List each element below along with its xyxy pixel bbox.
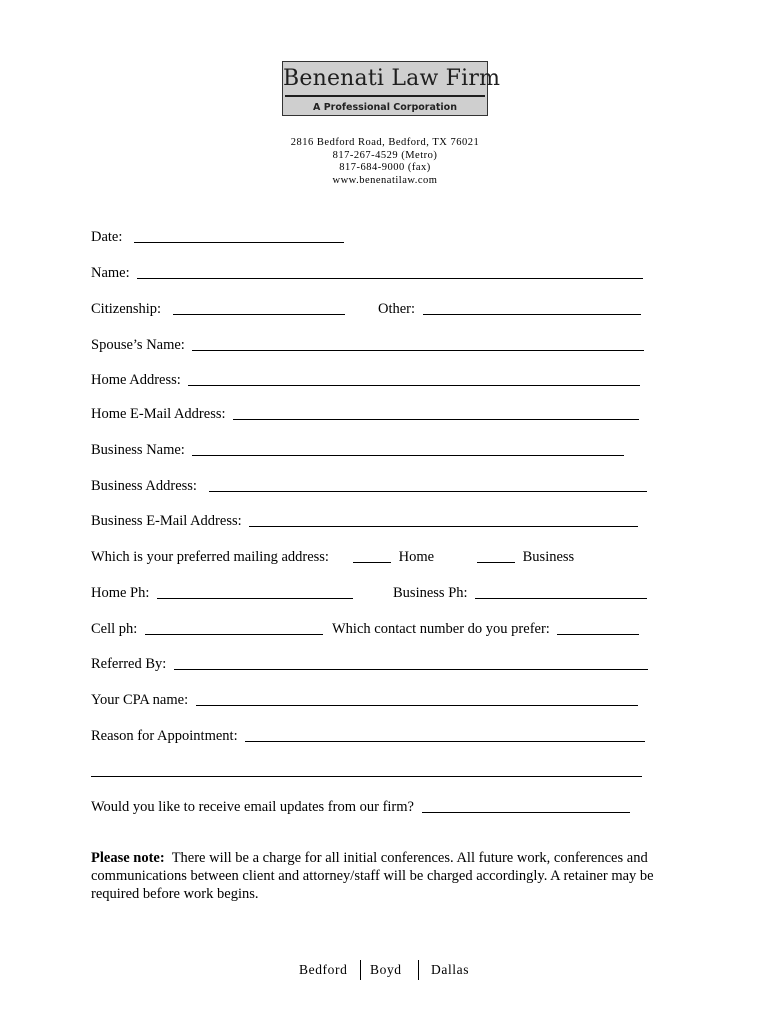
mailing-home-field[interactable] [353,547,391,563]
location-bedford: Bedford [299,962,348,977]
other-field[interactable] [423,299,641,315]
referred-field[interactable] [174,654,648,670]
other-group [378,299,641,319]
name-label: Name: [91,265,130,281]
home-email-field[interactable] [233,404,639,420]
cell-ph-field[interactable] [145,619,323,635]
cell-ph-label: Cell ph: [91,621,138,637]
contact-preference-group [332,619,639,639]
logo-divider [285,95,485,97]
mailing-business-option [477,547,574,567]
business-ph-label: Business Ph: [393,585,468,601]
date-field[interactable] [134,227,344,243]
home-ph-label: Home Ph: [91,585,150,601]
mailing-preference-row [91,547,651,567]
contact-pref-field[interactable] [557,619,639,635]
contact-pref-label: Which contact number do you prefer: [332,621,550,637]
phones-row [91,583,651,603]
home-address-label: Home Address: [91,372,181,388]
email-updates-row [91,797,630,817]
contact-block [0,137,770,187]
business-name-row [91,440,624,460]
location-divider [418,960,419,980]
name-row [91,263,643,283]
email-updates-label: Would you like to receive email updates from our firm? [91,799,414,815]
home-email-row [91,404,639,424]
home-address-row [91,370,640,390]
mailing-question: Which is your preferred mailing address: [91,549,329,565]
cpa-field[interactable] [196,690,638,706]
note-text: There will be a charge for all initial conferences. All future work, conferences and communications between client and attorney/staff will be charged accordingly. A retainer may be required before work begins. [91,850,654,902]
business-ph-group [393,583,647,603]
business-address-label: Business Address: [91,478,197,494]
business-email-row [91,511,638,531]
charges-note [91,849,691,903]
note-heading: Please note: [91,850,165,866]
website-link[interactable]: www.benenatilaw.com [332,174,438,186]
name-field[interactable] [137,263,643,279]
home-email-label: Home E-Mail Address: [91,406,226,422]
date-row [91,227,344,247]
mailing-business-label: Business [522,549,575,565]
reason-continuation-field[interactable] [91,776,642,777]
referred-row [91,654,648,674]
firm-address: 2816 Bedford Road, Bedford, TX 76021 [290,137,480,148]
home-ph-field[interactable] [157,583,353,599]
citizenship-field[interactable] [173,299,345,315]
reason-field[interactable] [245,726,645,742]
reason-row [91,726,645,746]
cell-row [91,619,651,639]
logo-subtitle: A Professional Corporation [313,102,457,113]
spouse-field[interactable] [192,335,644,351]
business-name-field[interactable] [192,440,624,456]
mailing-home-option [353,547,434,567]
citizenship-label: Citizenship: [91,301,162,317]
date-label: Date: [91,229,123,245]
cpa-label: Your CPA name: [91,692,189,708]
referred-label: Referred By: [91,656,167,672]
firm-logo [282,61,501,116]
business-address-row [91,476,647,496]
spouse-row [91,335,644,355]
spouse-label: Spouse’s Name: [91,337,185,353]
phone-fax: 817-684-9000 (fax) [339,162,431,173]
mailing-business-field[interactable] [477,547,515,563]
email-updates-field[interactable] [422,797,630,813]
location-boyd: Boyd [370,962,402,977]
reason-label: Reason for Appointment: [91,728,238,744]
phone-metro: 817-267-4529 (Metro) [332,149,438,161]
other-label: Other: [378,301,416,317]
location-divider [360,960,361,980]
mailing-home-label: Home [398,549,435,565]
business-email-label: Business E-Mail Address: [91,513,242,529]
business-ph-field[interactable] [475,583,647,599]
home-address-field[interactable] [188,370,640,386]
citizenship-row [91,299,651,319]
logo-firm-name: Benenati Law Firm [283,66,501,91]
business-name-label: Business Name: [91,442,185,458]
business-address-field[interactable] [209,476,647,492]
cpa-row [91,690,638,710]
business-email-field[interactable] [249,511,638,527]
location-dallas: Dallas [431,962,470,977]
